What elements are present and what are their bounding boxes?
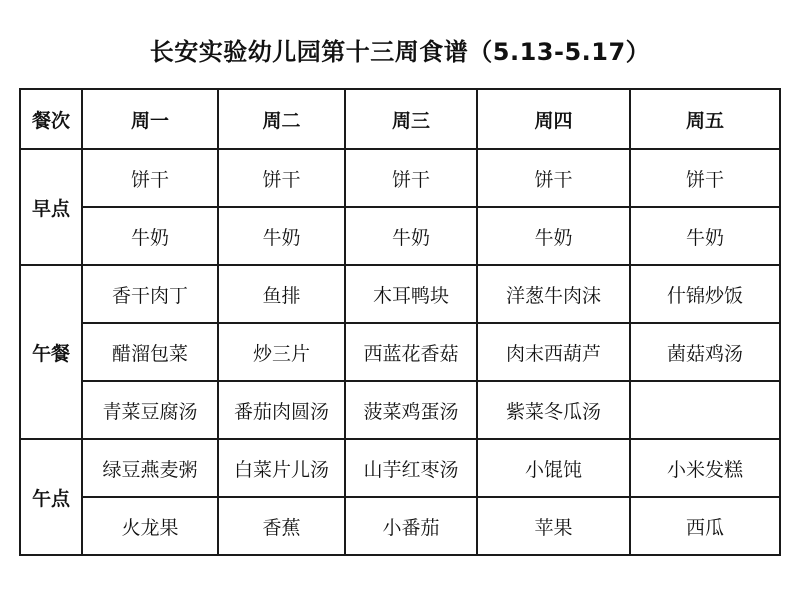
menu-cell: 饼干 bbox=[630, 149, 780, 207]
header-friday: 周五 bbox=[630, 89, 780, 149]
page-title: 长安实验幼儿园第十三周食谱（5.13-5.17） bbox=[149, 38, 651, 66]
menu-cell: 青菜豆腐汤 bbox=[82, 381, 218, 439]
menu-cell: 西瓜 bbox=[630, 497, 780, 555]
menu-cell: 山芋红枣汤 bbox=[345, 439, 477, 497]
menu-cell: 小馄饨 bbox=[477, 439, 630, 497]
table-row bbox=[20, 207, 780, 265]
menu-cell: 醋溜包菜 bbox=[82, 323, 218, 381]
menu-cell bbox=[630, 381, 780, 439]
table-row bbox=[20, 265, 780, 323]
menu-cell: 饼干 bbox=[218, 149, 345, 207]
header-meal: 餐次 bbox=[20, 89, 82, 149]
menu-cell: 牛奶 bbox=[345, 207, 477, 265]
menu-cell: 白菜片儿汤 bbox=[218, 439, 345, 497]
menu-cell: 牛奶 bbox=[630, 207, 780, 265]
menu-cell: 小番茄 bbox=[345, 497, 477, 555]
menu-cell: 苹果 bbox=[477, 497, 630, 555]
menu-cell: 洋葱牛肉沫 bbox=[477, 265, 630, 323]
table-row bbox=[20, 323, 780, 381]
menu-cell: 炒三片 bbox=[218, 323, 345, 381]
menu-cell: 什锦炒饭 bbox=[630, 265, 780, 323]
menu-cell: 火龙果 bbox=[82, 497, 218, 555]
menu-cell: 牛奶 bbox=[218, 207, 345, 265]
header-thursday: 周四 bbox=[477, 89, 630, 149]
menu-cell: 牛奶 bbox=[477, 207, 630, 265]
table-row bbox=[20, 439, 780, 497]
menu-cell: 紫菜冬瓜汤 bbox=[477, 381, 630, 439]
menu-cell: 饼干 bbox=[82, 149, 218, 207]
menu-cell: 木耳鸭块 bbox=[345, 265, 477, 323]
menu-cell: 香蕉 bbox=[218, 497, 345, 555]
meal-label-lunch: 午餐 bbox=[20, 265, 82, 439]
menu-cell: 香干肉丁 bbox=[82, 265, 218, 323]
menu-table bbox=[19, 88, 781, 556]
menu-cell: 牛奶 bbox=[82, 207, 218, 265]
header-wednesday: 周三 bbox=[345, 89, 477, 149]
header-row bbox=[20, 89, 780, 149]
menu-cell: 西蓝花香菇 bbox=[345, 323, 477, 381]
menu-cell: 绿豆燕麦粥 bbox=[82, 439, 218, 497]
menu-cell: 饼干 bbox=[345, 149, 477, 207]
table-row bbox=[20, 497, 780, 555]
meal-label-afternoon-snack: 午点 bbox=[20, 439, 82, 555]
header-monday: 周一 bbox=[82, 89, 218, 149]
menu-cell: 小米发糕 bbox=[630, 439, 780, 497]
table-row bbox=[20, 149, 780, 207]
menu-cell: 肉末西葫芦 bbox=[477, 323, 630, 381]
header-tuesday: 周二 bbox=[218, 89, 345, 149]
menu-cell: 饼干 bbox=[477, 149, 630, 207]
menu-cell: 鱼排 bbox=[218, 265, 345, 323]
menu-cell: 菠菜鸡蛋汤 bbox=[345, 381, 477, 439]
menu-cell: 菌菇鸡汤 bbox=[630, 323, 780, 381]
meal-label-morning-snack: 早点 bbox=[20, 149, 82, 265]
table-row bbox=[20, 381, 780, 439]
menu-cell: 番茄肉圆汤 bbox=[218, 381, 345, 439]
